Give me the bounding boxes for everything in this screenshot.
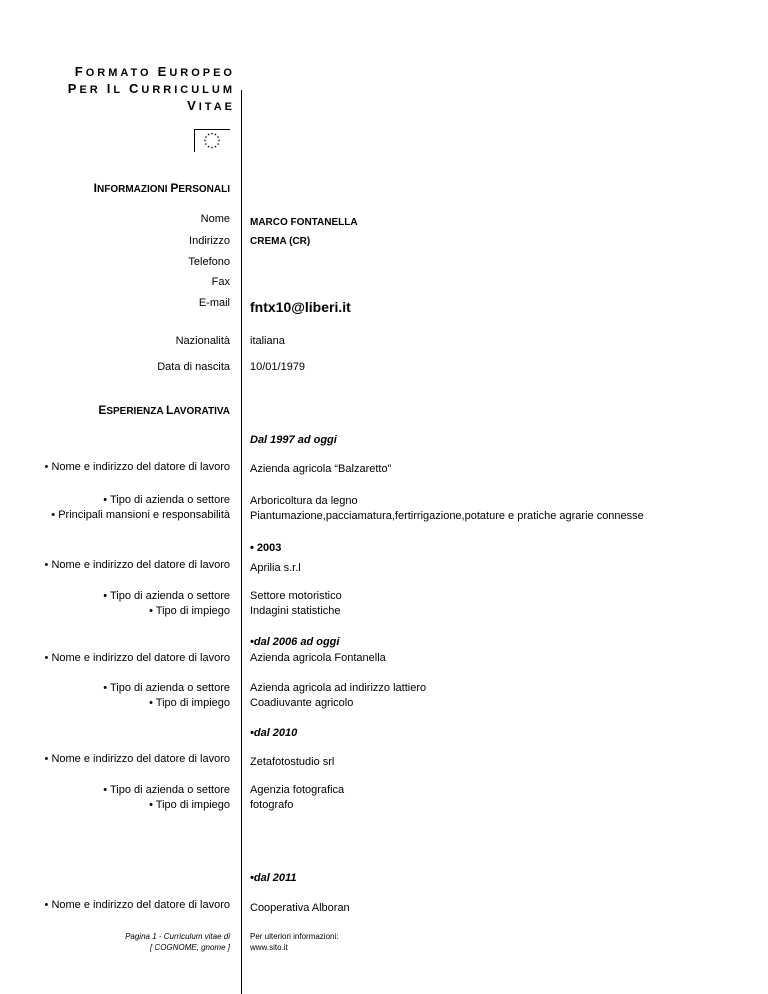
job-2-period: • 2003 (250, 542, 282, 554)
eu-star (204, 140, 206, 142)
job-5-employer-label: • Nome e indirizzo del datore di lavoro (44, 899, 230, 911)
value-email: fntx10@liberi.it (250, 299, 351, 315)
eu-star (205, 136, 207, 138)
footer-info-label: Per ulteriori informazioni: (250, 932, 339, 941)
label-email: E-mail (198, 297, 230, 309)
label-telefono: Telefono (188, 256, 230, 268)
eu-flag-icon (194, 129, 230, 152)
eu-star (208, 146, 210, 148)
job-3-sector: Azienda agricola ad indirizzo lattiero (250, 682, 427, 694)
job-2-sector: Settore motoristico (250, 590, 342, 602)
section-work-experience: ESPERIENZA LAVORATIVA (98, 403, 230, 417)
value-nome: MARCO FONTANELLA (250, 217, 358, 228)
job-1-sector-label: • Tipo di azienda o settore (103, 494, 230, 506)
job-5-employer: Cooperativa Alboran (250, 902, 350, 914)
eu-star (215, 134, 217, 136)
job-1-role-label: • Principali mansioni e responsabilità (51, 509, 230, 521)
eu-star (215, 146, 217, 148)
job-4-sector-label: • Tipo di azienda o settore (103, 784, 230, 796)
value-indirizzo: CREMA (CR) (250, 236, 311, 247)
eu-star (208, 134, 210, 136)
job-1-employer: Azienda agricola “Balzaretto” (250, 463, 392, 475)
cv-title-line2: PER IL CURRICULUM (67, 81, 235, 96)
eu-star (205, 143, 207, 145)
job-4-sector: Agenzia fotografica (250, 784, 345, 796)
footer-website-link[interactable]: www.sito.it (250, 943, 288, 952)
job-2-employer-label: • Nome e indirizzo del datore di lavoro (44, 559, 230, 571)
footer-name-placeholder: [ COGNOME, gnome ] (149, 943, 230, 952)
job-3-role: Coadiuvante agricolo (250, 697, 354, 709)
job-1-employer-label: • Nome e indirizzo del datore di lavoro (44, 461, 230, 473)
job-3-period: •dal 2006 ad oggi (250, 636, 340, 648)
cv-title-line1: FORMATO EUROPEO (74, 64, 235, 79)
job-1-role: Piantumazione,pacciamatura,fertirrigazione,potature e pratiche agrarie connesse (250, 510, 644, 522)
column-divider (241, 90, 242, 994)
eu-star (217, 136, 219, 138)
label-indirizzo: Indirizzo (189, 235, 230, 247)
value-data-nascita: 10/01/1979 (250, 361, 306, 373)
label-fax: Fax (211, 276, 230, 288)
eu-star (217, 143, 219, 145)
job-4-period: •dal 2010 (250, 727, 298, 739)
cv-title-line3: VITAE (187, 98, 235, 113)
job-2-employer: Aprilia s.r.l (250, 562, 301, 574)
eu-star (211, 133, 213, 135)
job-3-employer-label: • Nome e indirizzo del datore di lavoro (44, 652, 230, 664)
job-2-role: Indagini statistiche (250, 605, 341, 617)
job-4-employer: Zetafotostudio srl (250, 756, 335, 768)
job-5-period: •dal 2011 (250, 872, 297, 884)
job-3-employer: Azienda agricola Fontanella (250, 652, 386, 664)
eu-star (218, 140, 220, 142)
job-3-sector-label: • Tipo di azienda o settore (103, 682, 230, 694)
job-3-role-label: • Tipo di impiego (149, 697, 230, 709)
label-nome: Nome (200, 213, 230, 225)
job-4-employer-label: • Nome e indirizzo del datore di lavoro (44, 753, 230, 765)
footer-page-label: Pagina 1 - Curriculum vitae di (125, 932, 230, 941)
value-nazionalita: italiana (250, 335, 285, 347)
job-4-role-label: • Tipo di impiego (149, 799, 230, 811)
eu-star (211, 147, 213, 149)
job-1-period: Dal 1997 ad oggi (250, 434, 337, 446)
job-2-role-label: • Tipo di impiego (149, 605, 230, 617)
job-2-sector-label: • Tipo di azienda o settore (103, 590, 230, 602)
job-4-role: fotografo (250, 799, 294, 811)
label-data-nascita: Data di nascita (157, 361, 230, 373)
section-personal-info: INFORMAZIONI PERSONALI (93, 181, 230, 195)
label-nazionalita: Nazionalità (175, 335, 230, 347)
job-1-sector: Arboricoltura da legno (250, 495, 358, 507)
